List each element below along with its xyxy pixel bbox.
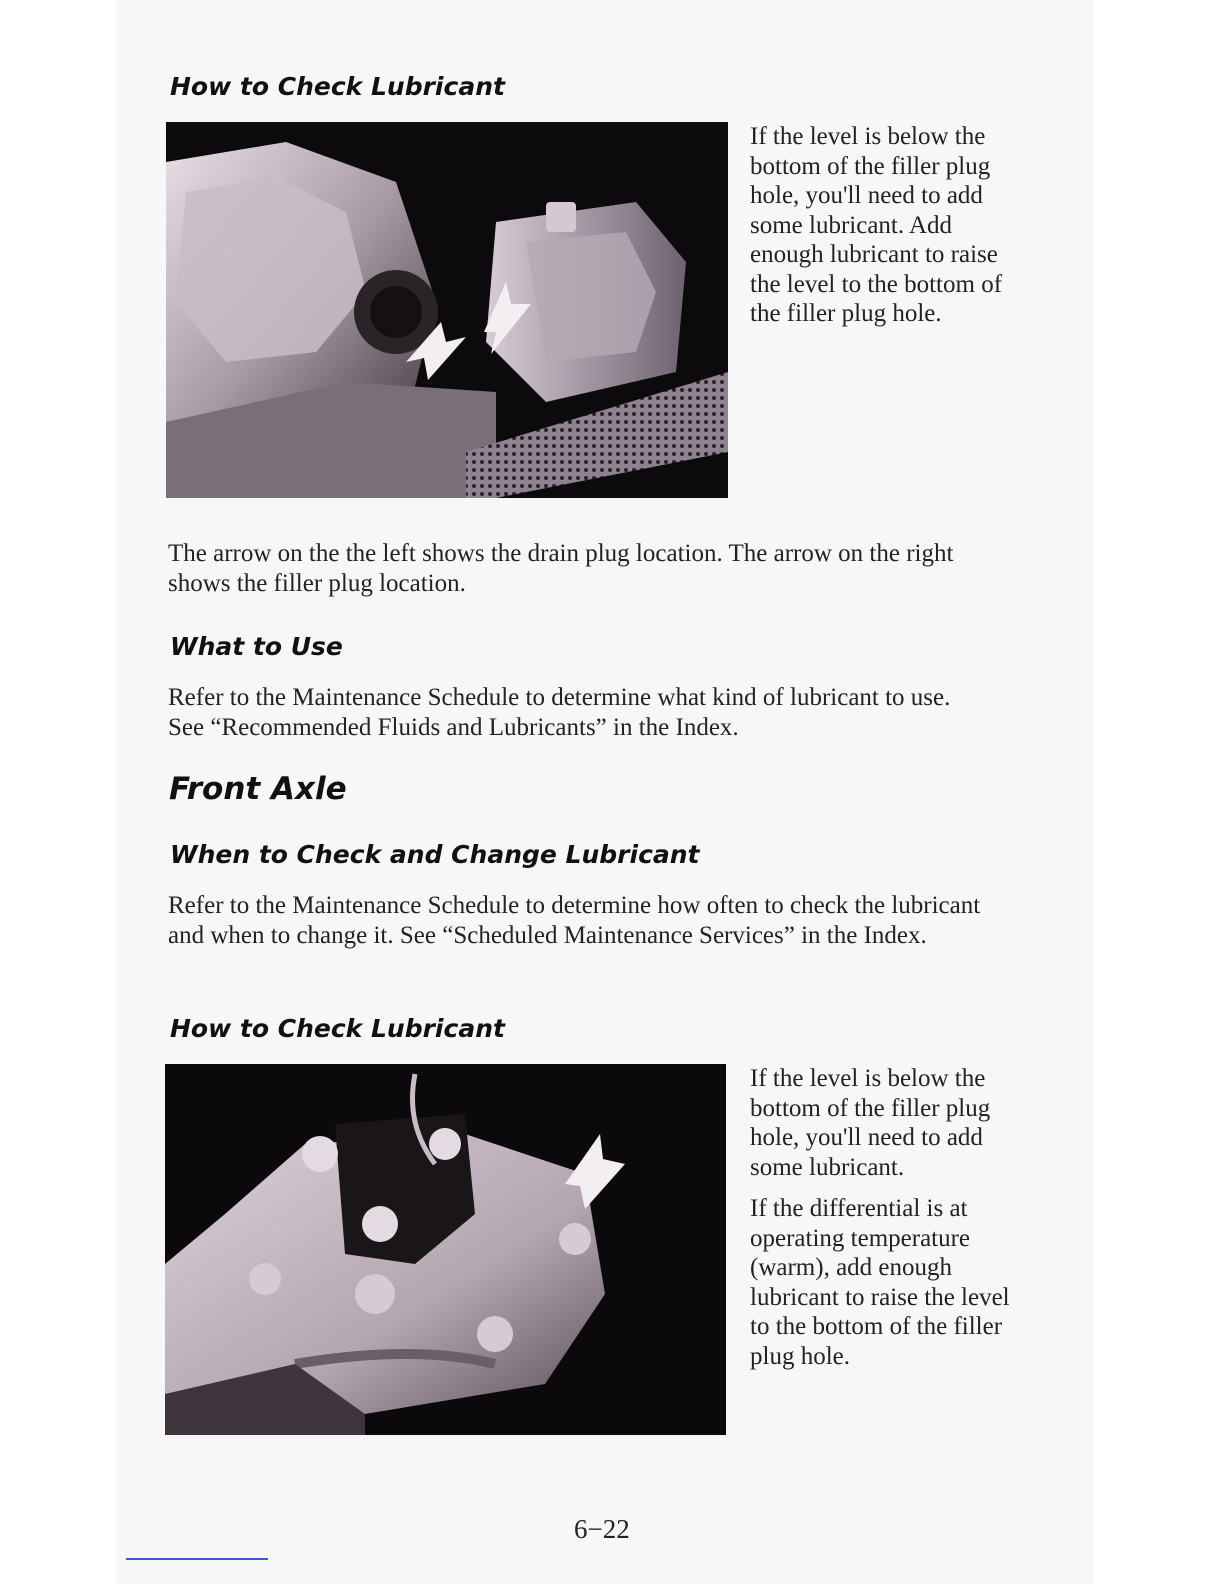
front-check-instructions-1: If the level is below the bottom of the filler plug hole, you'll need to add some lubricant. bbox=[750, 1065, 991, 1181]
what-to-use-text: Refer to the Maintenance Schedule to determine what kind of lubricant to use. See “Recommended Fluids and Lubricants” in the Index. bbox=[168, 684, 951, 741]
heading-when-to-check-change: When to Check and Change Lubricant bbox=[170, 840, 700, 869]
front-axle-photo bbox=[165, 1064, 726, 1435]
heading-front-axle: Front Axle bbox=[169, 771, 347, 807]
heading-how-to-check-lubricant-front: How to Check Lubricant bbox=[170, 1014, 505, 1043]
front-check-instructions-2: If the differential is at operating temperature (warm), add enough lubricant to raise the level to the bottom of the filler plug hole. bbox=[750, 1195, 1010, 1370]
photo-caption: The arrow on the the left shows the drain plug location. The arrow on the right shows the filler plug location. bbox=[168, 540, 954, 597]
footer-divider bbox=[126, 1558, 268, 1560]
heading-how-to-check-lubricant-rear: How to Check Lubricant bbox=[170, 72, 505, 101]
page-number: 6−22 bbox=[574, 1514, 630, 1544]
rear-axle-photo bbox=[166, 122, 728, 498]
when-to-check-text: Refer to the Maintenance Schedule to determine how often to check the lubricant and when to change it. See “Scheduled Maintenance Services” in the Index. bbox=[168, 892, 981, 949]
front-axle-photo-graphic bbox=[165, 1064, 726, 1435]
rear-check-instructions: If the level is below the bottom of the filler plug hole, you'll need to add some lubricant. Add enough lubricant to raise the level to the bottom of the filler plug hole. bbox=[750, 123, 1003, 327]
rear-axle-photo-graphic bbox=[166, 122, 728, 498]
heading-what-to-use: What to Use bbox=[170, 632, 343, 661]
